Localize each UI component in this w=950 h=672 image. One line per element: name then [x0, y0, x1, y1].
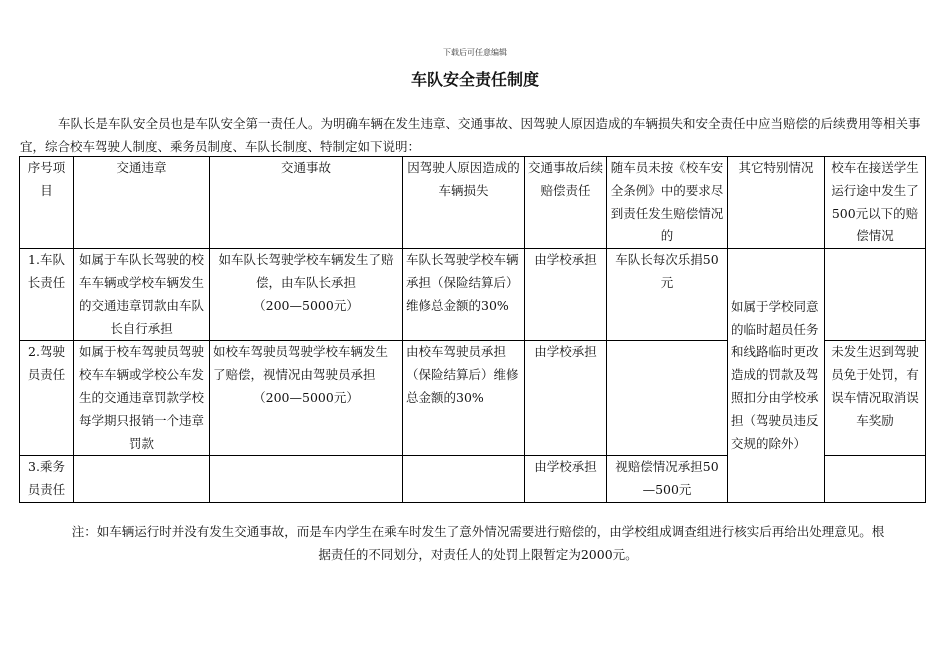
cell-followup: 由学校承担	[525, 341, 607, 456]
cell-damage: 车队长驾驶学校车辆承担（保险结算后）维修总金额的30%	[403, 249, 525, 341]
cell-accident	[210, 249, 403, 341]
row-label: 3.乘务员责任	[20, 456, 74, 503]
cell-violation	[74, 456, 210, 503]
header-small-claim: 校车在接送学生运行途中发生了500元以下的赔偿情况	[825, 157, 926, 249]
header-damage: 因驾驶人原因造成的车辆损失	[403, 157, 525, 249]
cell-followup: 由学校承担	[525, 456, 607, 503]
header-item-no: 序号项目	[20, 157, 74, 249]
cell-attendant: 车队长每次乐捐50元	[607, 249, 728, 341]
cell-accident	[210, 456, 403, 503]
cell-violation: 如属于校车驾驶员驾驶校车车辆或学校公车发生的交通违章罚款学校每学期只报销一个违章罚款	[74, 341, 210, 456]
row-label: 1.车队长责任	[20, 249, 74, 341]
cell-violation: 如属于车队长驾驶的校车车辆或学校车辆发生的交通违章罚款由车队长自行承担	[74, 249, 210, 341]
accident-text: 如校车驾驶员驾驶学校车辆发生了赔偿，视情况由驾驶员承担	[213, 344, 389, 383]
cell-followup: 由学校承担	[525, 249, 607, 341]
footnote-line-2: 据责任的不同划分，对责任人的处罚上限暂定为2000元。	[318, 547, 638, 562]
cell-accident	[210, 341, 403, 456]
cell-special: 如属于学校同意的临时超员任务和线路临时更改造成的罚款及驾照扣分由学校承担（驾驶员违反交规的除外）	[728, 249, 825, 503]
footnote	[38, 520, 918, 566]
cell-attendant	[607, 341, 728, 456]
accident-range: （200—5000元）	[253, 389, 359, 405]
header-accident: 交通事故	[210, 157, 403, 249]
cell-small-claim: 未发生迟到驾驶员免于处罚，有误车情况取消误车奖励	[825, 341, 926, 456]
cell-damage: 由校车驾驶员承担（保险结算后）维修总金额的30%	[403, 341, 525, 456]
table-header-row	[20, 157, 926, 249]
footnote-line-1: 注：如车辆运行时并没有发生交通事故，而是车内学生在乘车时发生了意外情况需要进行赔偿的，由学校组成调查组进行核实后再给出处理意见。根	[71, 524, 885, 539]
accident-text: 如车队长驾驶学校车辆发生了赔偿，由车队长承担	[218, 252, 394, 290]
intro-paragraph: 车队长是车队安全员也是车队安全第一责任人。为明确车辆在发生违章、交通事故、因驾驶人原因造成的车辆损失和安全责任中应当赔偿的后续费用等相关事宜，综合校车驾驶人制度、乘务员制度、车队长制度、特制定如下说明：	[20, 116, 921, 154]
cell-damage	[403, 456, 525, 503]
header-note: 下载后可任意编辑	[443, 48, 507, 57]
cell-small-claim	[825, 456, 926, 503]
table-row	[20, 249, 926, 341]
page-title: 车队安全责任制度	[410, 70, 539, 89]
row-label: 2.驾驶员责任	[20, 341, 74, 456]
accident-range: （200—5000元）	[253, 297, 359, 313]
header-followup: 交通事故后续赔偿责任	[525, 157, 607, 249]
cell-attendant: 视赔偿情况承担50—500元	[607, 456, 728, 503]
header-violation: 交通违章	[74, 157, 210, 249]
header-special: 其它特别情况	[728, 157, 825, 249]
cell-small-claim	[825, 249, 926, 341]
responsibility-table	[19, 156, 926, 503]
header-attendant: 随车员未按《校车安全条例》中的要求尽到责任发生赔偿情况的	[607, 157, 728, 249]
